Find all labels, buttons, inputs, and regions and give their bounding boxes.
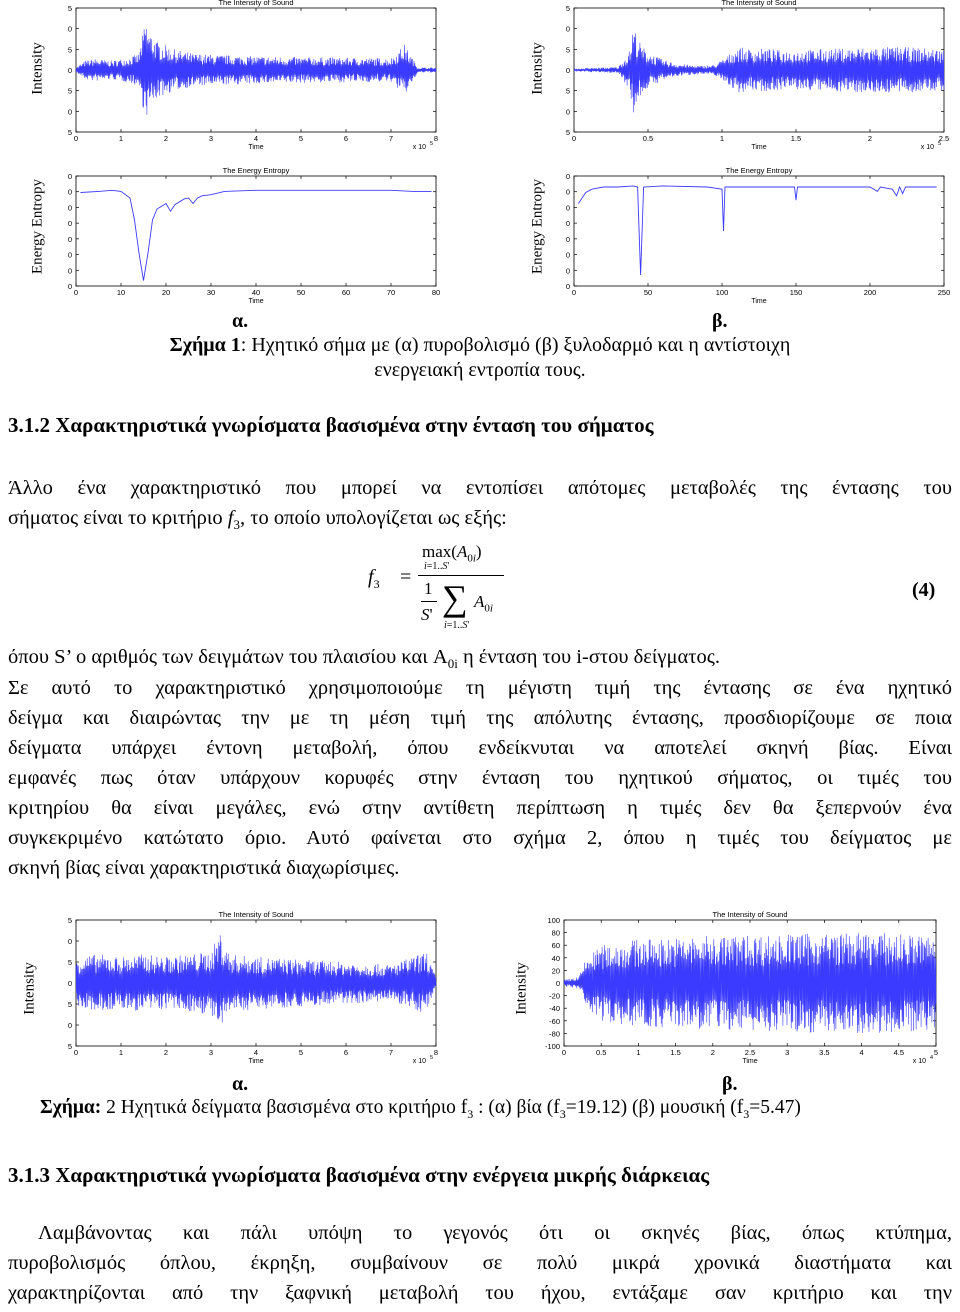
x-tick-label: 0.5 — [642, 134, 654, 143]
fig2-caption: Σχήμα: 2 Ηχητικά δείγματα βασισμένα στο κριτήριο $f_3$ : (α) βία $(f_3=19.12)$ (β) μουσική $(f_3=5.47)$ — [40, 1097, 801, 1121]
y-tick-label: 0 — [67, 1021, 72, 1030]
fig1-caption — [60, 333, 900, 383]
intro-line-1: Άλλο ένα χαρακτηριστικό που μπορεί να εντοπίσει απότομες μεταβολές της έντασης του — [8, 477, 952, 499]
x-tick-label: 0 — [561, 1048, 567, 1057]
fig2a-intensity-chart — [48, 910, 448, 1068]
chart-title: The Energy Entropy — [725, 166, 793, 175]
x-multiplier: x 10 — [412, 1058, 426, 1065]
x-multiplier: x 10 — [912, 1058, 926, 1065]
y-tick-label: 60 — [551, 941, 560, 951]
fig1a-entropy-ylabel: Energy Entropy — [29, 178, 46, 275]
x-tick-label: 0 — [73, 134, 79, 143]
y-tick-label: 5 — [565, 4, 570, 13]
x-tick-label: 70 — [386, 288, 396, 297]
intro-line-2: σήματος είναι το κριτήριο $f_3$, το οποίο υπολογίζεται ως εξής: — [8, 507, 507, 533]
y-tick-label: 0 — [565, 187, 570, 197]
x-tick-label: 1 — [118, 1048, 124, 1057]
y-tick-label: 0 — [565, 66, 570, 75]
y-tick-label: 0 — [67, 107, 72, 117]
y-tick-label: 5 — [565, 128, 570, 137]
x-axis-label: Time — [248, 144, 264, 151]
y-tick-label: 0 — [67, 937, 72, 946]
body-line: συγκεκριμένο κατώτατο όριο. Αυτό φαίνεται στο σχήμα 2, όπου η τιμές του δείγματος με — [8, 827, 952, 849]
y-tick-label: 0 — [565, 203, 570, 213]
y-tick-label: -40 — [549, 1004, 560, 1014]
fig2b-intensity-ylabel: Intensity — [513, 962, 530, 1015]
section-312-body — [8, 673, 952, 883]
body-line: δείγμα και διαιρώντας την με τη μέση τιμή της απόλυτης έντασης, προσδιορίζουμε σε ποια — [8, 707, 952, 729]
fig2-panel-a-label: α. — [232, 1073, 249, 1095]
body-line: Λαμβάνοντας και πάλι υπόψη το γεγονός ότι οι σκηνές βίας, όπως κτύπημα, — [38, 1222, 952, 1244]
fig1-caption-line1: : Ηχητικό σήμα με (α) πυροβολισμό (β) ξυλοδαρμό και η αντίστοιχη — [240, 334, 791, 356]
x-tick-label: 5 — [298, 134, 304, 143]
signal-line — [76, 29, 436, 115]
x-tick-label: 4 — [859, 1048, 864, 1057]
where-line: όπου S’ ο αριθμός των δειγμάτων του πλαισίου και $A_{0i}$ η ένταση του i-στου δείγματος. — [8, 646, 720, 672]
y-tick-label: 0 — [565, 24, 570, 34]
y-tick-label: 0 — [565, 266, 570, 276]
fig1-caption-prefix: Σχήμα 1 — [169, 334, 241, 356]
y-tick-label: 0 — [555, 979, 560, 988]
chart-title: The Energy Entropy — [222, 166, 290, 175]
entropy-line — [578, 186, 936, 275]
equation-number: (4) — [912, 579, 936, 601]
x-tick-label: 150 — [789, 288, 803, 297]
x-tick-label: 50 — [296, 288, 306, 297]
x-tick-label: 1.5 — [790, 134, 802, 143]
y-tick-label: 5 — [67, 958, 72, 967]
x-axis-label: Time — [751, 298, 767, 305]
x-multiplier: x 10 — [412, 144, 426, 151]
y-tick-label: -80 — [549, 1029, 560, 1039]
body-line: δείγματα υπάρχει έντονη μεταβολή, όπου ενδείκνυται να αποτελεί σκηνή βίας. Είναι — [8, 737, 952, 759]
y-tick-label: 0 — [565, 172, 570, 181]
y-tick-label: 0 — [67, 66, 72, 75]
x-axis-label: Time — [751, 144, 767, 151]
fig1-caption-line2: ενεργειακή εντροπία τους. — [374, 359, 586, 381]
body-line: Σε αυτό το χαρακτηριστικό χρησιμοποιούμε τη μέγιστη τιμή της έντασης σε ένα ηχητικό — [8, 677, 952, 699]
x-tick-label: 3.5 — [819, 1048, 830, 1057]
section-313-body — [8, 1218, 952, 1308]
y-tick-label: 5 — [67, 86, 72, 96]
fig1b-entropy-ylabel: Energy Entropy — [529, 178, 546, 275]
signal-line — [574, 33, 944, 112]
x-tick-label: 7 — [388, 134, 394, 143]
fig1-panel-a-label: α. — [232, 310, 249, 332]
body-line: σκηνή βίας είναι χαρακτηριστικά διαχωρίσιμες. — [8, 857, 400, 879]
fig1a-entropy-chart — [48, 150, 448, 305]
x-tick-label: 4 — [253, 1048, 259, 1057]
x-tick-label: 2 — [163, 134, 169, 143]
x-tick-label: 5 — [933, 1048, 939, 1057]
x-tick-label: 200 — [863, 288, 877, 297]
x-axis-label: Time — [742, 1058, 758, 1065]
plot-frame — [76, 176, 436, 286]
y-tick-label: 0 — [565, 282, 570, 291]
fig1b-intensity-ylabel: Intensity — [529, 42, 546, 95]
x-tick-label: 2 — [163, 1048, 169, 1057]
x-tick-label: 8 — [433, 1048, 439, 1057]
y-tick-label: 0 — [67, 187, 72, 197]
y-tick-label: 100 — [547, 916, 560, 925]
x-tick-label: 0 — [73, 288, 79, 297]
x-tick-label: 0 — [571, 134, 577, 143]
y-tick-label: 0 — [67, 203, 72, 213]
x-tick-label: 250 — [937, 288, 951, 297]
y-tick-label: 5 — [67, 128, 72, 137]
x-tick-label: 0 — [73, 1048, 79, 1057]
y-tick-label: 0 — [67, 266, 72, 276]
fig1a-intensity-ylabel: Intensity — [29, 42, 46, 95]
x-tick-label: 10 — [116, 288, 126, 297]
fig1b-intensity-chart — [546, 0, 956, 152]
x-tick-label: 7 — [388, 1048, 394, 1057]
y-tick-label: 0 — [565, 250, 570, 260]
fig1a-intensity-chart — [48, 0, 448, 152]
x-tick-label: 1.5 — [670, 1048, 681, 1057]
x-axis-label: Time — [248, 298, 264, 305]
signal-line — [564, 933, 936, 1033]
y-tick-label: 0 — [67, 234, 72, 244]
body-line: χαρακτηρίζονται από την ξαφνική μεταβολή του ήχου, εντάξαμε σαν κριτήριο και την — [8, 1282, 952, 1304]
x-tick-label: 0.5 — [595, 1048, 607, 1057]
chart-title: The Intensity of Sound — [712, 910, 788, 919]
y-tick-label: 5 — [565, 86, 570, 96]
fig2a-intensity-ylabel: Intensity — [21, 962, 38, 1015]
y-tick-label: 5 — [67, 1000, 72, 1009]
body-line: κριτηρίου θα είναι μεγάλες, ενώ στην αντίθετη περίπτωση η τιμές δεν θα ξεπερνούν ένα — [8, 797, 952, 819]
x-multiplier-exp: 5 — [430, 1055, 434, 1061]
x-tick-label: 2 — [710, 1048, 715, 1057]
body-line: πυροβολισμός όπλου, έκρηξη, συμβαίνουν σε πολύ μικρά χρονικά διαστήματα και — [8, 1252, 952, 1274]
y-tick-label: 0 — [67, 172, 72, 181]
x-tick-label: 6 — [343, 134, 349, 143]
y-tick-label: 0 — [67, 282, 72, 291]
entropy-line — [81, 190, 432, 280]
y-tick-label: 20 — [551, 966, 560, 976]
x-tick-label: 2.5 — [744, 1048, 756, 1057]
y-tick-label: -60 — [549, 1016, 560, 1026]
y-tick-label: 5 — [565, 45, 570, 55]
x-tick-label: 4 — [253, 134, 259, 143]
y-tick-label: 5 — [67, 1042, 72, 1051]
x-tick-label: 1 — [118, 134, 124, 143]
y-tick-label: -100 — [544, 1042, 560, 1051]
y-tick-label: 0 — [67, 24, 72, 34]
x-tick-label: 100 — [715, 288, 729, 297]
fig2-panel-b-label: β. — [722, 1073, 738, 1095]
x-tick-label: 1 — [719, 134, 725, 143]
chart-title: The Intensity of Sound — [721, 0, 797, 7]
chart-title: The Intensity of Sound — [218, 910, 294, 919]
y-tick-label: 40 — [551, 953, 560, 963]
fig2b-intensity-chart — [530, 910, 950, 1068]
x-multiplier-exp: 5 — [938, 141, 942, 147]
fig1b-entropy-chart — [546, 150, 956, 305]
y-tick-label: 0 — [67, 219, 72, 229]
x-axis-label: Time — [248, 1058, 264, 1065]
section-312-intro — [8, 473, 952, 540]
x-tick-label: 3 — [785, 1048, 790, 1057]
y-tick-label: 0 — [67, 250, 72, 260]
y-tick-label: 5 — [67, 4, 72, 13]
plot-frame — [574, 176, 944, 286]
y-tick-label: 0 — [565, 107, 570, 117]
y-tick-label: 80 — [551, 928, 560, 938]
x-multiplier-exp: 4 — [930, 1055, 934, 1061]
x-tick-label: 5 — [298, 1048, 304, 1057]
x-tick-label: 80 — [431, 288, 441, 297]
x-multiplier: x 10 — [920, 144, 934, 151]
x-tick-label: 4.5 — [893, 1048, 905, 1057]
x-tick-label: 3 — [208, 1048, 214, 1057]
x-tick-label: 60 — [341, 288, 351, 297]
section-312-heading: 3.1.2 Χαρακτηριστικά γνωρίσματα βασισμένα στην ένταση του σήματος — [8, 413, 654, 437]
x-tick-label: 8 — [433, 134, 439, 143]
y-tick-label: 0 — [565, 234, 570, 244]
y-tick-label: 5 — [67, 45, 72, 55]
y-tick-label: -20 — [549, 991, 560, 1001]
signal-line — [76, 935, 436, 1022]
x-tick-label: 3 — [208, 134, 214, 143]
section-313-heading: 3.1.3 Χαρακτηριστικά γνωρίσματα βασισμένα στην ενέργεια μικρής διάρκειας — [8, 1163, 710, 1187]
y-tick-label: 5 — [67, 916, 72, 925]
x-tick-label: 1 — [636, 1048, 641, 1057]
x-tick-label: 40 — [251, 288, 261, 297]
x-tick-label: 2 — [867, 134, 873, 143]
body-line: εμφανές πως όταν υπάρχουν κορυφές στην ένταση του ηχητικού σήματος, οι τιμές του — [8, 767, 952, 789]
x-tick-label: 0 — [571, 288, 577, 297]
x-tick-label: 2.5 — [938, 134, 950, 143]
x-tick-label: 20 — [161, 288, 171, 297]
y-tick-label: 0 — [67, 979, 72, 988]
x-tick-label: 50 — [643, 288, 653, 297]
fig1-panel-b-label: β. — [712, 310, 728, 332]
x-tick-label: 6 — [343, 1048, 349, 1057]
y-tick-label: 0 — [565, 219, 570, 229]
x-tick-label: 30 — [206, 288, 216, 297]
chart-title: The Intensity of Sound — [218, 0, 294, 7]
x-multiplier-exp: 5 — [430, 141, 434, 147]
